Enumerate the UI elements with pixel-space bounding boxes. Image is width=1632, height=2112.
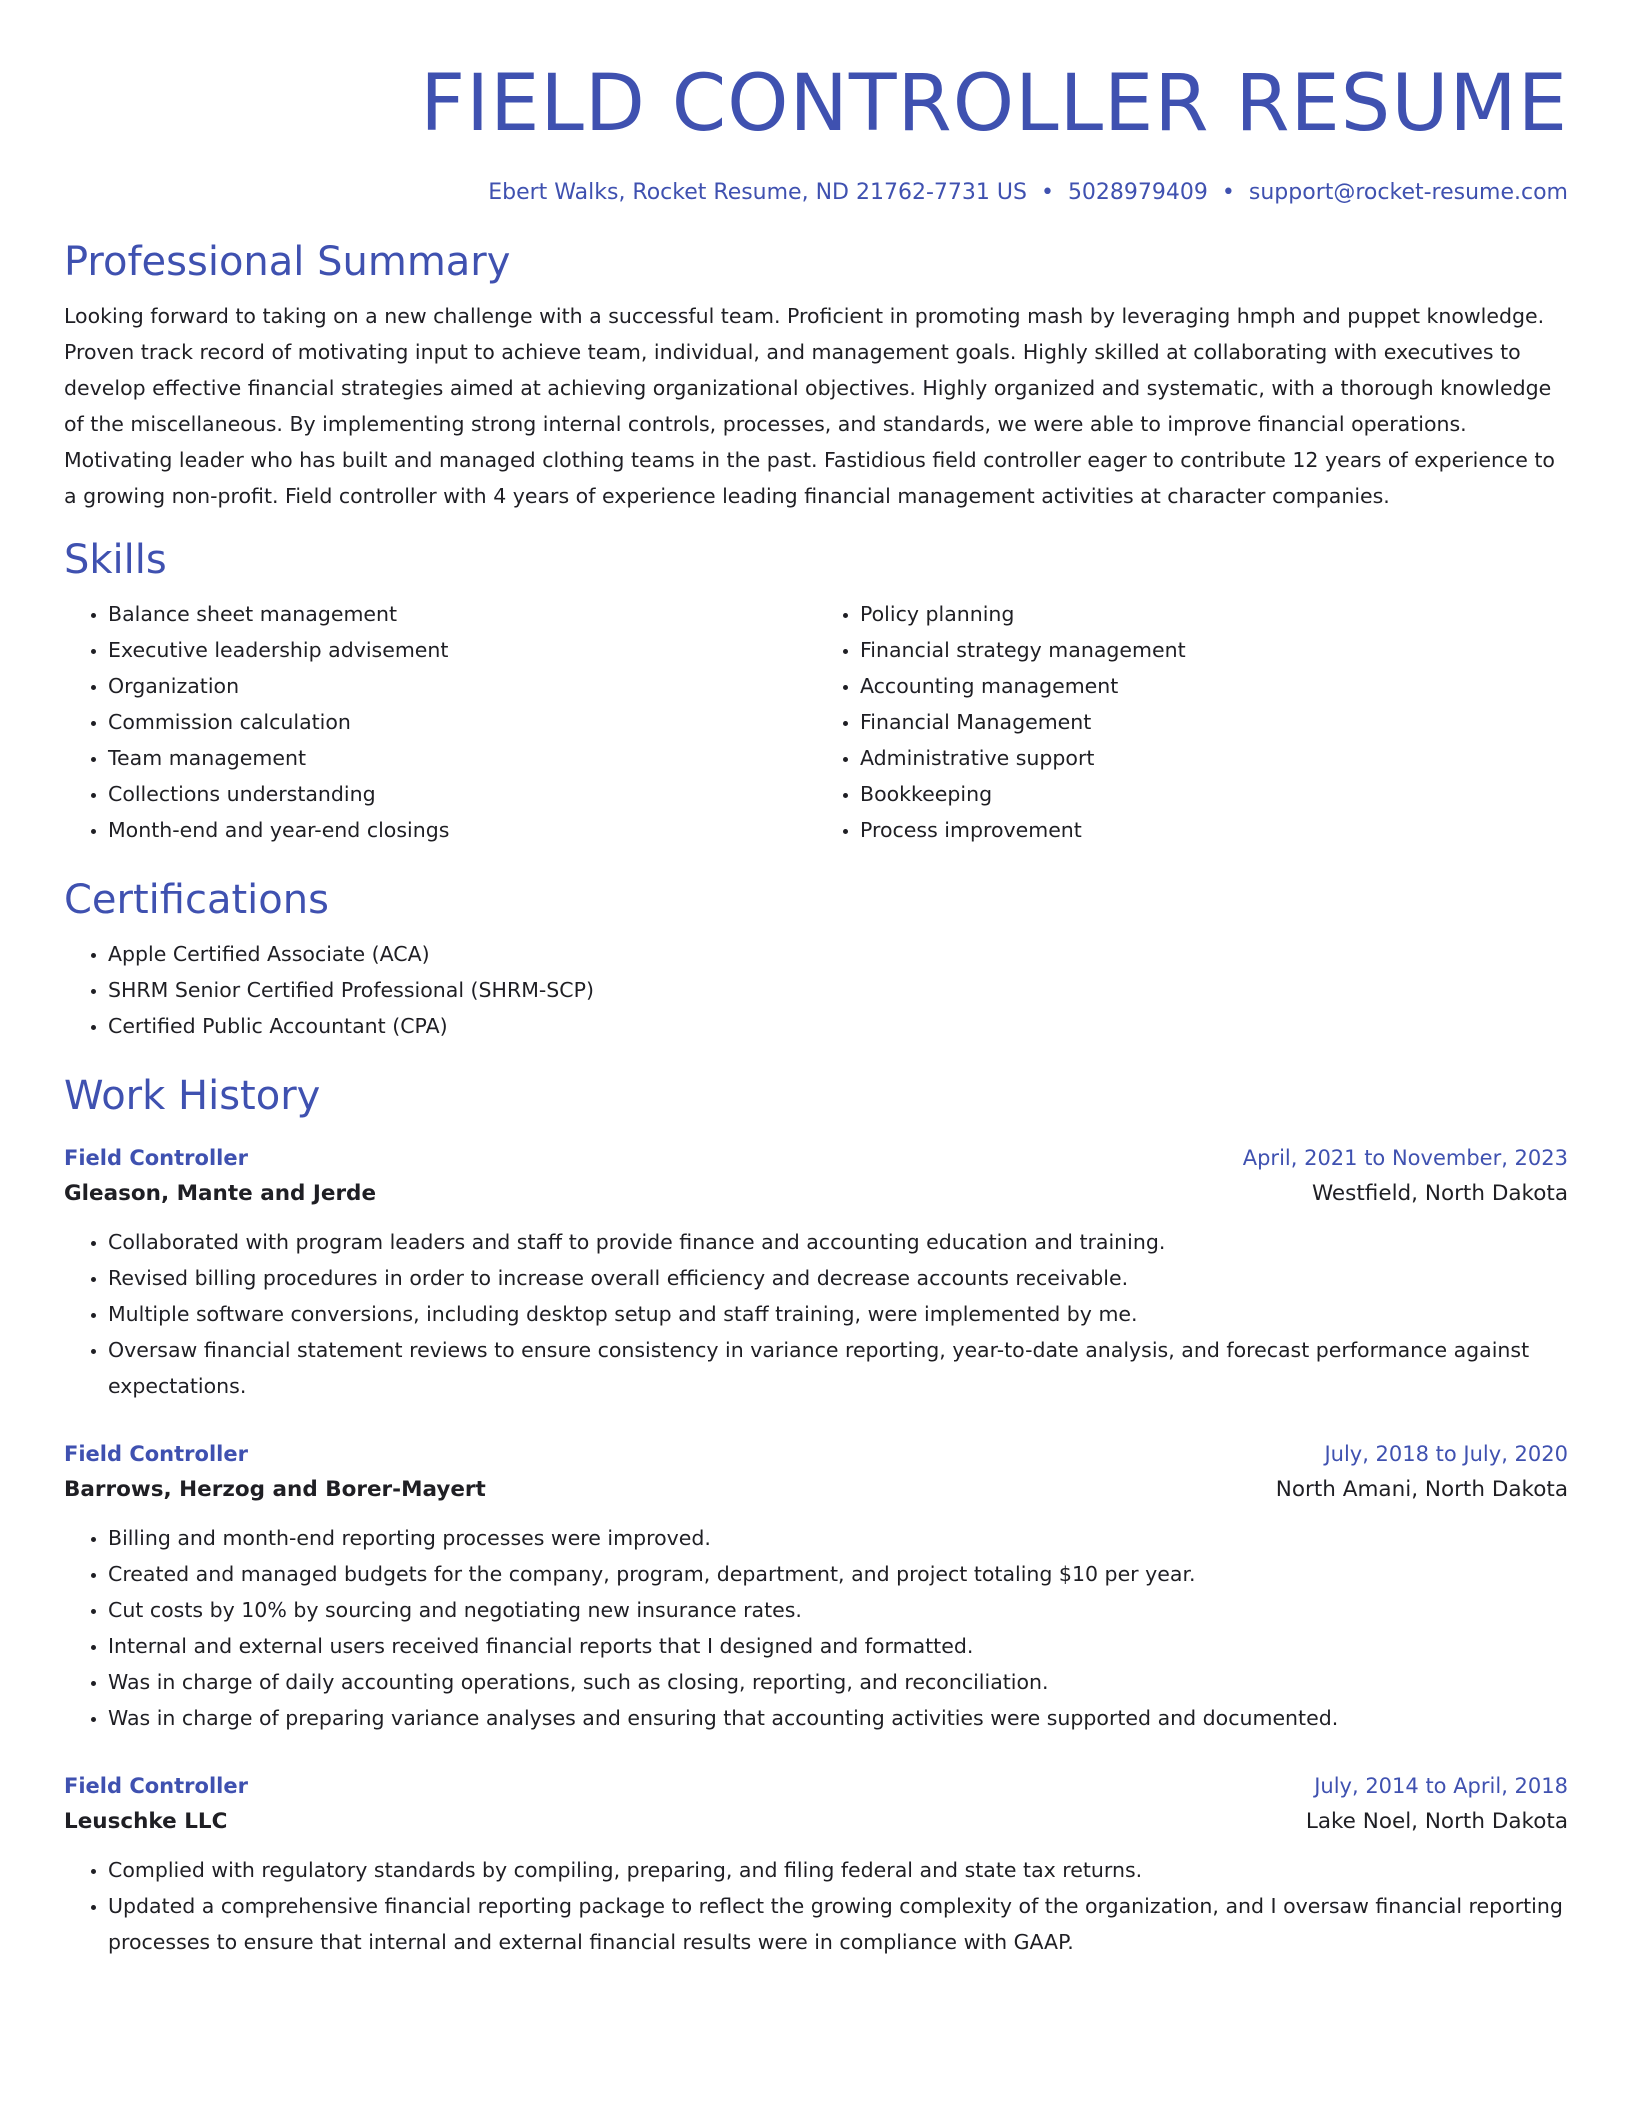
- job-bullet: • Created and managed budgets for the company, program, department, and project totaling $10 per year.: [108, 1556, 1568, 1592]
- job-location: Lake Noel, North Dakota: [1305, 1809, 1568, 1834]
- certification-item: • Certified Public Accountant (CPA): [108, 1008, 1568, 1044]
- job-bullet: • Internal and external users received financial reports that I designed and formatted.: [108, 1628, 1568, 1664]
- job-bullet: • Updated a comprehensive financial reporting package to reflect the growing complexity of the organization, and I oversaw financial reporting processes to ensure that internal and external financial results were in compliance with GAAP.: [108, 1888, 1568, 1960]
- job-bullets: [64, 1224, 1568, 1404]
- job-bullets: [64, 1520, 1568, 1736]
- job-entry: [64, 1142, 1568, 1404]
- job-header-row: [64, 1438, 1568, 1470]
- skills-columns: [64, 596, 1568, 848]
- job-dates: April, 2021 to November, 2023: [1242, 1146, 1568, 1170]
- job-title: Field Controller: [64, 1442, 248, 1466]
- skill-item: • Executive leadership advisement: [108, 632, 816, 668]
- job-company: Barrows, Herzog and Borer-Mayert: [64, 1477, 486, 1502]
- job-company: Leuschke LLC: [64, 1809, 228, 1834]
- contact-separator: •: [1221, 180, 1235, 205]
- resume-title: FIELD CONTROLLER RESUME: [420, 59, 1568, 149]
- job-dates: July, 2018 to July, 2020: [1324, 1442, 1568, 1466]
- skill-item: • Process improvement: [860, 812, 1568, 848]
- job-bullet: • Oversaw financial statement reviews to ensure consistency in variance reporting, year-to-date analysis, and forecast performance against expectations.: [108, 1332, 1568, 1404]
- contact-email[interactable]: support@rocket-resume.com: [1248, 180, 1568, 205]
- job-bullets: [64, 1852, 1568, 1960]
- job-entry: [64, 1770, 1568, 1960]
- job-title: Field Controller: [64, 1774, 248, 1798]
- job-bullet: • Was in charge of preparing variance analyses and ensuring that accounting activities were supported and documented.: [108, 1700, 1568, 1736]
- skill-item: • Commission calculation: [108, 704, 816, 740]
- job-bullet: • Was in charge of daily accounting operations, such as closing, reporting, and reconciliation.: [108, 1664, 1568, 1700]
- job-bullet: • Complied with regulatory standards by compiling, preparing, and filing federal and state tax returns.: [108, 1852, 1568, 1888]
- skill-item: • Collections understanding: [108, 776, 816, 812]
- job-company-row: [64, 1802, 1568, 1842]
- skill-item: • Accounting management: [860, 668, 1568, 704]
- summary-text: Looking forward to taking on a new challenge with a successful team. Proficient in promoting mash by leveraging hmph and puppet knowledge. Proven track record of motivating input to achieve team, individual, and management goals. Highly skilled at collaborating with executives to develop effective financial strategies aimed at achieving organizational objectives. Highly organized and systematic, with a thorough knowledge of the miscellaneous. By implementing strong internal controls, processes, and standards, we were able to improve financial operations. Motivating leader who has built and managed clothing teams in the past. Fastidious field controller eager to contribute 12 years of experience to a growing non-profit. Field controller with 4 years of experience leading financial management activities at character companies.: [64, 304, 1555, 508]
- job-location: Westfield, North Dakota: [1311, 1181, 1568, 1206]
- skill-item: • Bookkeeping: [860, 776, 1568, 812]
- job-company: Gleason, Mante and Jerde: [64, 1181, 377, 1206]
- certification-item: • SHRM Senior Certified Professional (SHRM-SCP): [108, 972, 1568, 1008]
- job-bullet: • Multiple software conversions, including desktop setup and staff training, were implemented by me.: [108, 1296, 1568, 1332]
- contact-address: Ebert Walks, Rocket Resume, ND 21762-7731 US: [488, 180, 1027, 205]
- skill-item: • Financial strategy management: [860, 632, 1568, 668]
- job-location: North Amani, North Dakota: [1275, 1477, 1568, 1502]
- certifications-list: [64, 936, 1568, 1044]
- job-company-row: [64, 1470, 1568, 1510]
- work-history-heading: Work History: [64, 1073, 321, 1119]
- skill-item: • Financial Management: [860, 704, 1568, 740]
- skill-item: • Team management: [108, 740, 816, 776]
- skill-item: • Administrative support: [860, 740, 1568, 776]
- job-header-row: [64, 1770, 1568, 1802]
- job-dates: July, 2014 to April, 2018: [1314, 1774, 1568, 1798]
- skill-item: • Balance sheet management: [108, 596, 816, 632]
- skill-item: • Month-end and year-end closings: [108, 812, 816, 848]
- job-bullet: • Revised billing procedures in order to increase overall efficiency and decrease accounts receivable.: [108, 1260, 1568, 1296]
- job-bullet: • Collaborated with program leaders and staff to provide finance and accounting education and training.: [108, 1224, 1568, 1260]
- skills-list-left: [64, 596, 816, 848]
- skill-item: • Policy planning: [860, 596, 1568, 632]
- contact-line: [64, 178, 1568, 208]
- certification-item: • Apple Certified Associate (ACA): [108, 936, 1568, 972]
- job-bullet: • Cut costs by 10% by sourcing and negotiating new insurance rates.: [108, 1592, 1568, 1628]
- job-header-row: [64, 1142, 1568, 1174]
- job-title: Field Controller: [64, 1146, 248, 1170]
- contact-separator: •: [1040, 180, 1054, 205]
- summary-heading: Professional Summary: [64, 239, 511, 285]
- skills-list-right: [816, 596, 1568, 848]
- skill-item: • Organization: [108, 668, 816, 704]
- job-company-row: [64, 1174, 1568, 1214]
- skills-heading: Skills: [64, 537, 167, 583]
- job-entry: [64, 1438, 1568, 1736]
- contact-phone[interactable]: 5028979409: [1067, 180, 1208, 205]
- certifications-heading: Certifications: [64, 877, 329, 923]
- job-bullet: • Billing and month-end reporting processes were improved.: [108, 1520, 1568, 1556]
